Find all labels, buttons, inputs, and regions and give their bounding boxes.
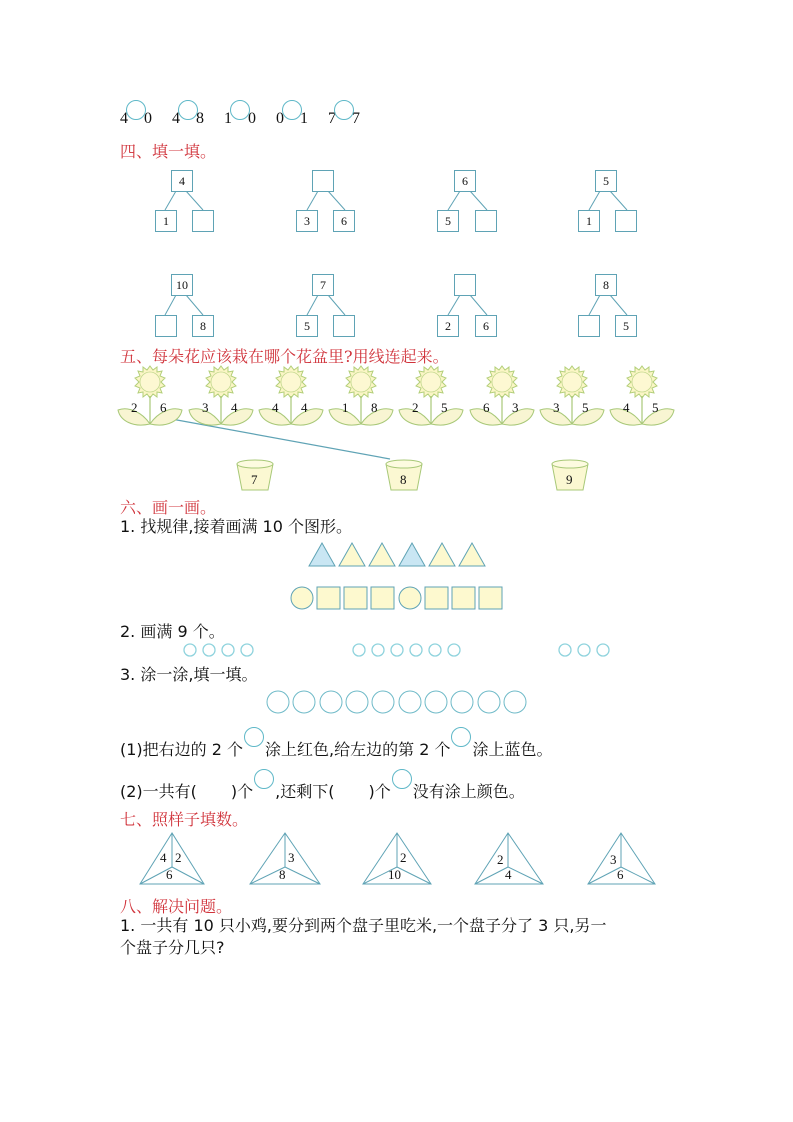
pattern-circle bbox=[399, 587, 421, 609]
triangle-bottom-number[interactable]: 6 bbox=[166, 867, 173, 882]
question-6-1: 1. 找规律,接着画满 10 个图形。 bbox=[120, 517, 352, 536]
color-circle bbox=[478, 691, 500, 713]
triangle-blue bbox=[309, 543, 335, 566]
pattern-square bbox=[452, 587, 475, 609]
flower-left-number: 3 bbox=[553, 400, 560, 415]
problem-8-1-line2: 个盘子分几只? bbox=[120, 938, 225, 957]
flower bbox=[329, 366, 393, 425]
section-6-title: 六、画一画。 bbox=[120, 498, 217, 517]
section-5-title: 五、每朵花应该栽在哪个花盆里?用线连起来。 bbox=[120, 347, 449, 366]
flower-right-number: 8 bbox=[371, 400, 378, 415]
color-circle bbox=[425, 691, 447, 713]
triangle-left-number[interactable]: 3 bbox=[610, 852, 617, 867]
section-7-title: 七、照样子填数。 bbox=[120, 810, 249, 829]
triangle-bottom-number[interactable]: 6 bbox=[617, 867, 624, 882]
section-8-title: 八、解决问题。 bbox=[120, 897, 233, 916]
flower-right-number: 6 bbox=[160, 400, 167, 415]
color-circle bbox=[451, 691, 473, 713]
circle-icon bbox=[254, 769, 274, 789]
color-circle bbox=[399, 691, 421, 713]
tree-left-box[interactable]: 1 bbox=[155, 210, 177, 232]
flower-left-number: 4 bbox=[623, 400, 630, 415]
question-6-2: 2. 画满 9 个。 bbox=[120, 622, 225, 641]
triangle-bottom-number[interactable]: 4 bbox=[505, 867, 512, 882]
flower-left-number: 6 bbox=[483, 400, 490, 415]
question-6-3-part1: (1)把右边的 2 个 涂上红色,给左边的第 2 个 涂上蓝色。 bbox=[120, 735, 553, 760]
flower-left-number: 3 bbox=[202, 400, 209, 415]
color-circle bbox=[372, 691, 394, 713]
circle-icon bbox=[451, 727, 471, 747]
triangle-left-number[interactable]: 2 bbox=[497, 852, 504, 867]
pattern-square bbox=[425, 587, 448, 609]
tree-right-box[interactable]: 6 bbox=[475, 315, 497, 337]
comparison-item: 4 0 bbox=[120, 108, 152, 128]
triangle-yellow bbox=[339, 543, 365, 566]
tree-left-box[interactable]: 5 bbox=[296, 315, 318, 337]
pattern-square bbox=[479, 587, 502, 609]
triangle-left-number[interactable]: 4 bbox=[160, 850, 167, 865]
comparison-item: 1 0 bbox=[224, 108, 256, 128]
triangle-right-number[interactable]: 2 bbox=[400, 850, 407, 865]
flower bbox=[540, 366, 604, 425]
flower-left-number: 1 bbox=[342, 400, 349, 415]
pattern-circle bbox=[291, 587, 313, 609]
tree-top-box[interactable]: 4 bbox=[171, 170, 193, 192]
section-4-title: 四、填一填。 bbox=[120, 142, 217, 161]
color-circle bbox=[293, 691, 315, 713]
tree-top-box[interactable]: 10 bbox=[171, 274, 193, 296]
flower bbox=[399, 366, 463, 425]
tree-left-box[interactable]: 5 bbox=[437, 210, 459, 232]
triangle-bottom-number[interactable]: 8 bbox=[279, 867, 286, 882]
flower-left-number: 4 bbox=[272, 400, 279, 415]
pattern-square bbox=[371, 587, 394, 609]
problem-8-1-line1: 1. 一共有 10 只小鸡,要分到两个盘子里吃米,一个盘子分了 3 只,另一 bbox=[120, 916, 607, 935]
tree-right-box[interactable]: 8 bbox=[192, 315, 214, 337]
triangle-right-number[interactable]: 2 bbox=[175, 850, 182, 865]
color-circle bbox=[504, 691, 526, 713]
flower-left-number: 2 bbox=[131, 400, 138, 415]
tree-left-box[interactable]: 2 bbox=[437, 315, 459, 337]
pot-number: 7 bbox=[251, 472, 258, 487]
tree-left-box[interactable]: 1 bbox=[578, 210, 600, 232]
question-6-3: 3. 涂一涂,填一填。 bbox=[120, 665, 258, 684]
tree-right-box[interactable]: 5 bbox=[615, 315, 637, 337]
tree-right-box[interactable]: 6 bbox=[333, 210, 355, 232]
flower-right-number: 5 bbox=[441, 400, 448, 415]
pot-number: 9 bbox=[566, 472, 573, 487]
tree-top-box[interactable]: 7 bbox=[312, 274, 334, 296]
pattern-square bbox=[344, 587, 367, 609]
circle-icon bbox=[392, 769, 412, 789]
flower-left-number: 2 bbox=[412, 400, 419, 415]
triangle-yellow bbox=[459, 543, 485, 566]
triangle-yellow bbox=[429, 543, 455, 566]
flower bbox=[259, 366, 323, 425]
triangle-yellow bbox=[369, 543, 395, 566]
tree-top-box[interactable]: 8 bbox=[595, 274, 617, 296]
flower-right-number: 4 bbox=[301, 400, 308, 415]
tree-left-box[interactable]: 3 bbox=[296, 210, 318, 232]
color-circle bbox=[320, 691, 342, 713]
circle-icon bbox=[244, 727, 264, 747]
tree-top-box[interactable]: 6 bbox=[454, 170, 476, 192]
flower bbox=[470, 366, 534, 425]
triangle-blue bbox=[399, 543, 425, 566]
flower-right-number: 5 bbox=[582, 400, 589, 415]
flower-right-number: 4 bbox=[231, 400, 238, 415]
pot-number: 8 bbox=[400, 472, 407, 487]
comparison-item: 0 1 bbox=[276, 108, 308, 128]
tree-top-box[interactable]: 5 bbox=[595, 170, 617, 192]
color-circle bbox=[267, 691, 289, 713]
flower-right-number: 5 bbox=[652, 400, 659, 415]
pattern-square bbox=[317, 587, 340, 609]
question-6-3-part2: (2)一共有( )个 ,还剩下( )个 没有涂上颜色。 bbox=[120, 777, 525, 802]
flower bbox=[189, 366, 253, 425]
flower bbox=[610, 366, 674, 425]
flower bbox=[118, 366, 182, 425]
triangle-bottom-number[interactable]: 10 bbox=[388, 867, 401, 882]
comparison-item: 7 7 bbox=[328, 108, 360, 128]
comparison-item: 4 8 bbox=[172, 108, 204, 128]
flower-right-number: 3 bbox=[512, 400, 519, 415]
color-circle bbox=[346, 691, 368, 713]
triangle-right-number[interactable]: 3 bbox=[288, 850, 295, 865]
